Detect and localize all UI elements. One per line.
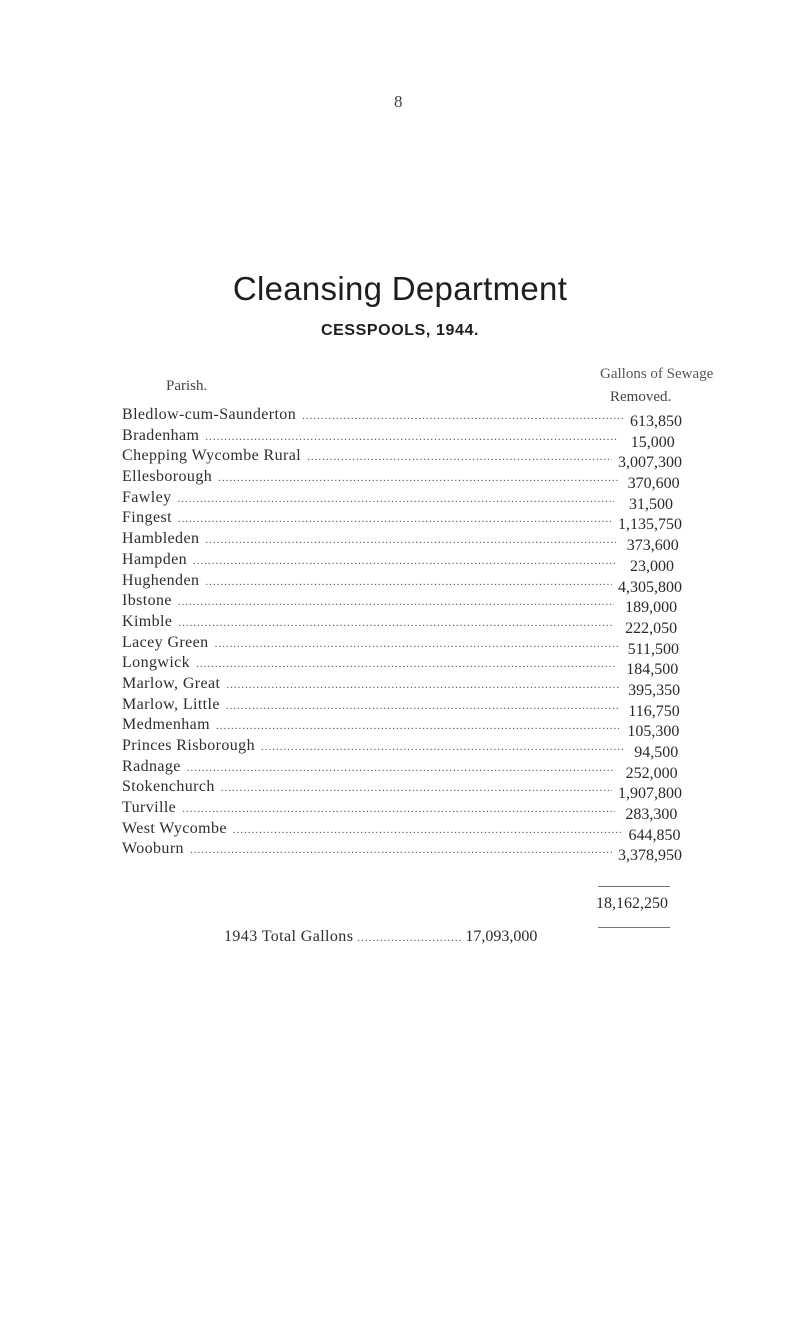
gallons-value: 23,000 xyxy=(630,557,674,575)
leader-dots xyxy=(178,509,612,530)
parish-name: West Wycombe xyxy=(122,819,227,837)
gallons-value: 4,305,800 xyxy=(618,578,682,596)
parish-name: Hughenden xyxy=(122,571,200,589)
leader-dots xyxy=(187,758,615,779)
parish-name: Chepping Wycombe Rural xyxy=(122,447,302,465)
column-header-parish: Parish. xyxy=(166,378,208,394)
leader-dots xyxy=(233,820,621,841)
parish-name: Wooburn xyxy=(122,840,184,858)
column-header-gallons: Gallons of Sewage xyxy=(600,366,714,382)
leader-dots xyxy=(218,468,619,489)
leader-dots xyxy=(178,613,614,634)
leader-dots xyxy=(178,592,614,613)
parish-name: Marlow, Little xyxy=(122,695,220,713)
gallons-value: 94,500 xyxy=(634,744,679,761)
page-title: Cleansing Department xyxy=(232,270,568,307)
gallons-value: 644,850 xyxy=(628,826,681,844)
leader-dots xyxy=(215,634,619,655)
table-row xyxy=(122,405,682,430)
parish-name: Fingest xyxy=(122,509,172,527)
leader-dots xyxy=(205,530,617,551)
leader-dots xyxy=(205,427,617,448)
table-row xyxy=(122,819,682,844)
table-row xyxy=(122,529,682,555)
table-row xyxy=(122,467,682,493)
gallons-value: 395,350 xyxy=(628,681,681,699)
table-row xyxy=(122,715,682,741)
leader-dots xyxy=(205,572,612,593)
parish-name: Bledlow-cum-Saunderton xyxy=(122,406,297,423)
table-row xyxy=(122,798,682,824)
leader-dots xyxy=(190,840,612,861)
gallons-value: 31,500 xyxy=(629,495,674,513)
gallons-value: 3,007,300 xyxy=(618,454,682,472)
gallons-value: 1,907,800 xyxy=(618,785,682,803)
table-row xyxy=(122,736,682,761)
grand-total: 18,162,250 xyxy=(596,895,668,912)
table-row xyxy=(122,633,682,658)
table-row xyxy=(122,695,682,720)
gallons-value: 222,050 xyxy=(625,619,678,637)
cesspool-table xyxy=(122,405,682,865)
parish-name: Stokenchurch xyxy=(122,778,215,796)
gallons-value: 105,300 xyxy=(627,723,680,741)
parish-name: Turville xyxy=(122,799,177,817)
leader-dots xyxy=(182,799,614,820)
table-row xyxy=(122,550,682,575)
page-subtitle: CESSPOOLS, 1944. xyxy=(320,322,480,339)
table-row xyxy=(122,653,682,679)
table-row xyxy=(122,757,682,782)
previous-year-total xyxy=(224,928,624,946)
table-row xyxy=(122,612,682,637)
parish-name: Marlow, Great xyxy=(122,674,221,692)
parish-name: Princes Risborough xyxy=(122,737,255,754)
table-row xyxy=(122,674,682,699)
leader-dots xyxy=(226,675,620,696)
gallons-value: 1,135,750 xyxy=(618,516,682,534)
parish-name: Lacey Green xyxy=(122,633,209,651)
parish-name: Bradenham xyxy=(122,426,200,444)
parish-name: Hambleden xyxy=(122,530,200,548)
leader-dots xyxy=(196,654,616,675)
gallons-value: 15,000 xyxy=(630,433,675,451)
leader-dots xyxy=(261,737,624,758)
page-number: 8 xyxy=(394,92,403,111)
leader-dots xyxy=(221,778,612,799)
table-row xyxy=(122,571,682,596)
parish-name: Ibstone xyxy=(122,592,172,610)
leader-dots xyxy=(357,932,461,944)
gallons-value: 373,600 xyxy=(626,537,679,555)
table-row xyxy=(122,446,682,472)
leader-dots xyxy=(307,447,612,468)
previous-year-value: 17,093,000 xyxy=(465,928,538,945)
gallons-value: 252,000 xyxy=(625,764,678,782)
gallons-value: 613,850 xyxy=(630,413,682,430)
leader-dots xyxy=(178,489,615,510)
table-row xyxy=(122,508,682,534)
gallons-value: 370,600 xyxy=(627,475,680,493)
leader-dots xyxy=(216,716,619,737)
column-header-removed: Removed. xyxy=(610,389,672,405)
gallons-value: 189,000 xyxy=(625,599,678,617)
gallons-value: 184,500 xyxy=(626,661,679,679)
gallons-value: 511,500 xyxy=(627,640,680,658)
parish-name: Radnage xyxy=(122,757,181,775)
total-rule-top xyxy=(598,886,670,887)
table-row xyxy=(122,591,682,617)
leader-dots xyxy=(302,406,624,427)
parish-name: Medmenham xyxy=(122,716,211,734)
table-row xyxy=(122,839,682,865)
table-row xyxy=(122,488,682,513)
gallons-value: 283,300 xyxy=(625,806,678,824)
previous-year-label: 1943 Total Gallons xyxy=(224,928,354,945)
parish-name: Fawley xyxy=(122,488,172,506)
gallons-value: 116,750 xyxy=(628,702,680,720)
parish-name: Kimble xyxy=(122,612,173,630)
parish-name: Hampden xyxy=(122,550,188,568)
leader-dots xyxy=(226,696,620,717)
table-row xyxy=(122,426,682,451)
table-row xyxy=(122,777,682,803)
parish-name: Longwick xyxy=(122,654,191,672)
leader-dots xyxy=(193,551,616,572)
parish-name: Ellesborough xyxy=(122,468,213,486)
gallons-value: 3,378,950 xyxy=(618,847,682,865)
